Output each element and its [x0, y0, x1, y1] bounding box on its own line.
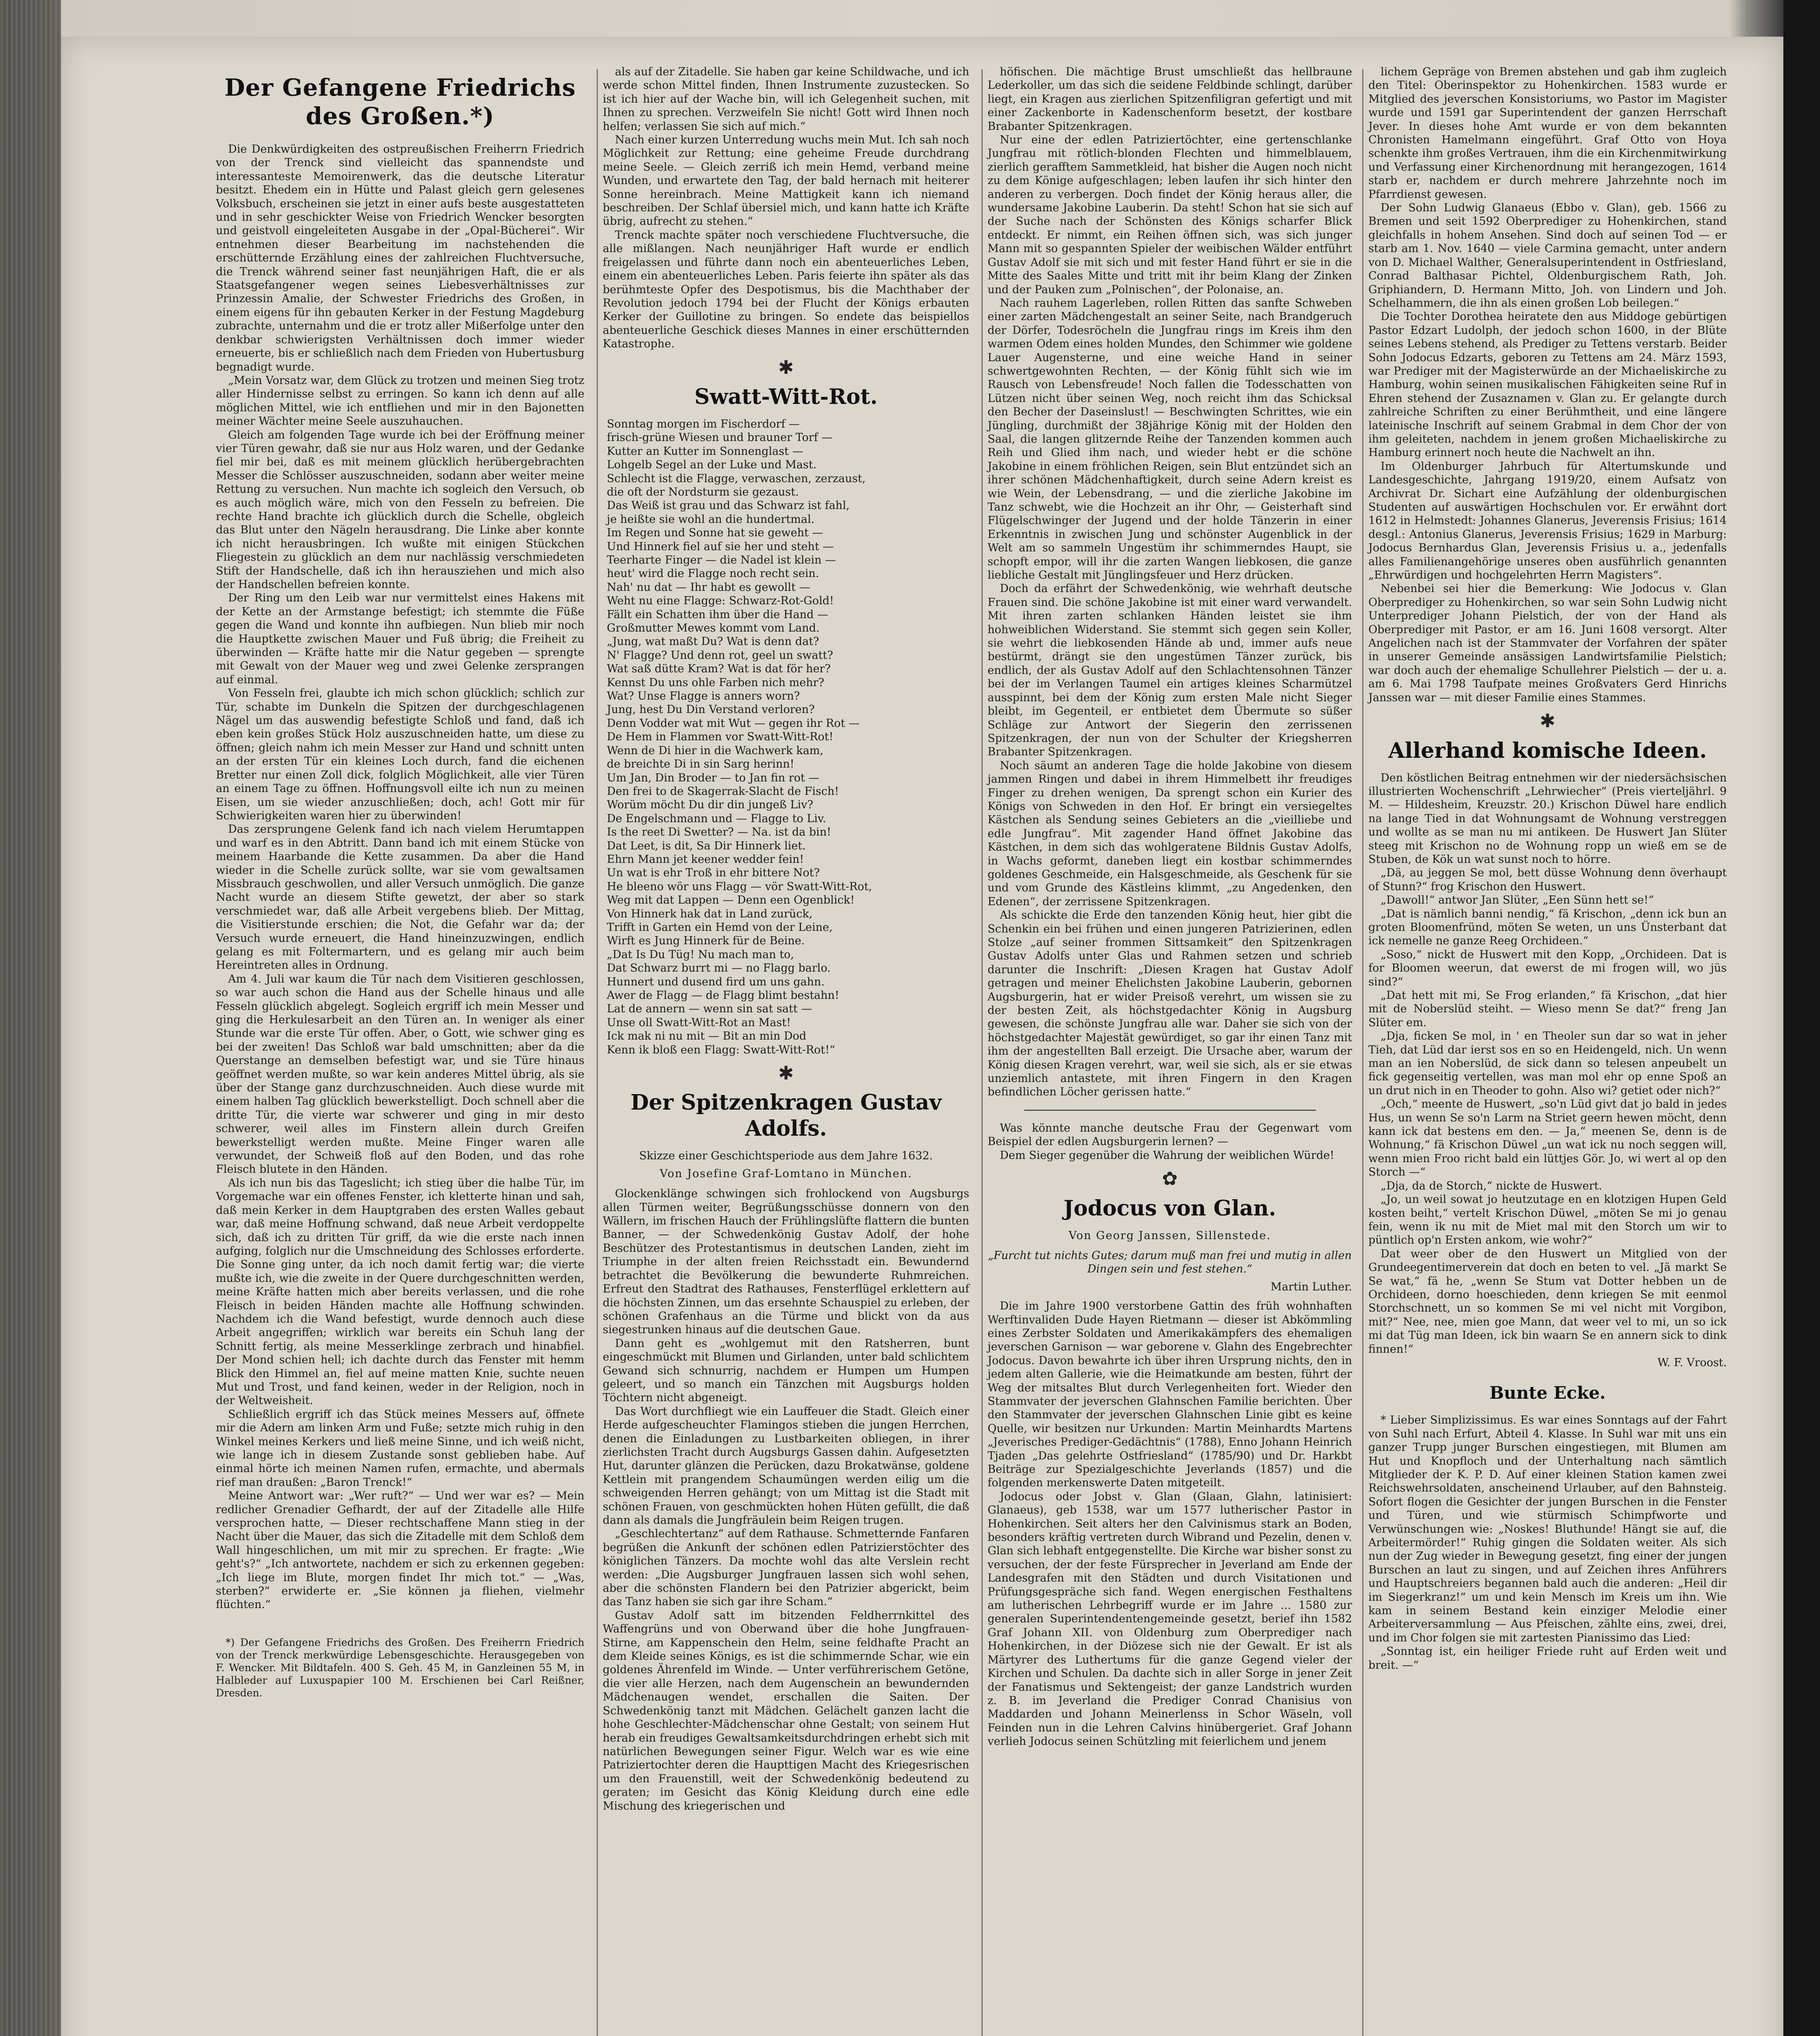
paragraph: „Jo, un weil sowat jo heutzutage en en klotzigen Hupen Geld kosten beiht,“ vertelt Krischon Düwel, „möten Se mi jo genau fein, wenn ik nu mit de Miet mal mit den Storch um wir to püntlich op'n Ersten ankom, wie wohr?“ — [1368, 1193, 1727, 1247]
paragraph: Am 4. Juli war kaum die Tür nach dem Visitieren geschlossen, so war auch schon die Hand aus der Schelle hinaus und alle Fesseln glücklich abgelegt. Sogleich ergriff ich mein Messer und ging die Herkulesarbeit an den Türen an. In weniger als einer Stunde war die erste Tür offen. Aber, o Gott, wie schwer ging es bei der zweiten! Das Schloß war bald umschnitten; aber da die Querstange an demselben befestigt war, und sie Türe hinaus geöffnet werden mußte, so war kein anderes Mittel übrig, als sie über der Stange ganz durchzuschneiden. Auch diese wurde mit einem halben Tag glücklich bewerkstelligt. Doch schnell aber die dritte Tür, die vierte war schwerer und ging in mir desto schwerer, weil alles im Finstern allein durch Greifen bewerkstelligt werden mußte. Meine Finger waren alle verwundet, der Schweiß floß auf den Boden, und das rohe Fleisch blutete in den Händen. — [216, 972, 584, 1176]
paragraph: „Dä, au jeggen Se mol, bett düsse Wohnung denn överhaupt of Stunn?“ frog Krischon den Huswert. — [1368, 867, 1727, 893]
paragraph: „Geschlechtertanz“ auf dem Rathause. Schmetternde Fanfaren begrüßen die Ankunft der schönen edlen Patrizierstöchter des königlichen Tänzers. Da mochte wohl das alte Verslein recht werden: „Die Augsburger Jungfrauen lassen sich wohl sehen, aber die schönsten Flandern bei den Patrizier abgerickt, beim das Tanz haben sie sich gar ihre Scham.“ — [603, 1527, 969, 1608]
paragraph: Dem Sieger gegenüber die Wahrung der weiblichen Würde! — [1000, 1149, 1335, 1162]
paragraph: „Mein Vorsatz war, dem Glück zu trotzen und meinen Sieg trotz aller Hindernisse selbst zu erringen. So kann ich denn auf alle möglichen Mittel, wie ich entfliehen und mir in den Bajonetten meiner Wächter meine Seele auszuhauchen. — [216, 374, 584, 428]
article-title-spitzenkragen: Der Spitzenkragen Gustav Adolfs. — [630, 1090, 942, 1141]
footnote: *) Der Gefangene Friedrichs des Großen. Des Freiherrn Friedrich von der Trenck merkwürdige Lebensgeschichte. Herausgegeben von F. Wencker. Mit Bildtafeln. 400 S. Geh. 45 M, in Ganzleinen 55 M, in Halbleder auf Luxuspapier 100 M. Erschienen bei Carl Reißner, Dresden. — [216, 1636, 584, 1699]
article-body-gefangene-continued — [603, 65, 969, 351]
paragraph: Der Sohn Ludwig Glanaeus (Ebbo v. Glan), geb. 1566 zu Bremen und seit 1592 Oberprediger zu Hohenkirchen, stand gleichfalls in hohem Ansehen. Sind doch auf seinen Tod — er starb am 1. Nov. 1640 — viele Carmina gemacht, unter andern von D. Michael Walther, Generalsuperintendent in Ostfriesland, Conrad Balthasar Pichtel, Oldenburgischem Rath, Joh. Griphiandern, D. Hermann Mitto, Joh. von Lindern und Joh. Schelhammern, die ihn als einen großen Lob beilegen.“ — [1368, 202, 1727, 309]
paragraph: Die Tochter Dorothea heiratete den aus Middoge gebürtigen Pastor Edzart Ludolph, der jedoch schon 1600, in der Blüte seines Lebens stehend, als Prediger zu Tettens verstarb. Beider Sohn Jodocus Edzarts, geboren zu Tettens am 24. März 1593, war Prediger mit der Magisterwürde an der Michaeliskirche zu Hamburg, wohin seinen musikalischen Fähigkeiten seine Ruf in Ehren stehend der Zusaznamen v. Glan zu. Er gelangte durch zahlreiche Schriften zu einer Berühmtheit, und eine längere lateinische Inschrift auf seinem Grabmal in dem Chor der von ihm geleiteten, nachdem in jenem großen Michaeliskirche zu Hamburg erinnert noch heute die Nachwelt an ihn. — [1368, 310, 1727, 459]
divider-line — [1024, 1110, 1316, 1111]
paragraph: Jodocus oder Jobst v. Glan (Glaan, Glahn, latinisiert: Glanaeus), geb 1538, war um 1577 lutherischer Pastor in Hohenkirchen. Seit alters her den Calvinismus stark an Boden, besonders kräftig vertreten durch Wibrand und Pezelin, denen v. Glan sich lebhaft entgegenstellte. Die Kirche war bisher sonst zu versuchen, der der feste Fürsprecher in Jeverland am Ende der Landesgrafen mit den Städten und durch Visitationen und Prüfungsgespräche sich fand. Wegen energischen Festhaltens am lutherischen Lehrbegriff wurde er im Jahre ... 1580 zur generalen Superintendentengemeinde gesetzt, berief ihn 1582 Graf Johann XII. von Oldenburg zum Oberprediger nach Hohenkirchen, in der Diözese sich nie der Gewalt. Er ist als Märtyrer des Luthertums für die ganze Gegend vieler der Kirchen und Schulen. Da dachte sich in aller Sorge in jener Zeit der Fanatismus und Sektengeist; der ganze Landstrich wurden z. B. im Jeverland die Prediger Conrad Chanisius von Maddarden und Johann Meinerlenss in Schor Wäseln, voll Feinden nun in die Lehren Calvins hinübergeriet. Graf Johann verlieh Jodocus seinen Schützling mit feierlichem und jenem — [988, 1490, 1352, 1748]
column-rule — [1362, 69, 1363, 2036]
paragraph: Nach einer kurzen Unterredung wuchs mein Mut. Ich sah noch Möglichkeit zur Rettung; eine geheime Freude durchdrang meine Seele. — Gleich zerriß ich mein Hemd, verband meine Wunden, und erwartete den Tag, der bald hernach mit heiterer Sonne hereinbrach. Meine Mattigkeit kann ich niemand beschreiben. Der Schlaf übersiel mich, und kann hatte ich Kräfte übrig, aufrecht zu stehen.“ — [603, 134, 969, 228]
paragraph: Glockenklänge schwingen sich frohlockend von Augsburgs allen Türmen weiter, Begrüßungsschüsse donnern von den Wällern, im frischen Hauch der Frühlingslüfte flattern die bunten Banner, — der Schwedenkönig Gustav Adolf, der hohe Beschützer des Protestantismus in deutschen Landen, zieht im Triumphe in der alten freien Reichsstadt ein. Bewundernd betrachtet die Bevölkerung die bewunderte Ruhmreichen. Erfreut den Stadtrat des Rathauses, Fensterflügel erklettern auf die höchsten Zinnen, um das ersehnte Schauspiel zu erleben, der schönen Grafenhaus an die Türme und blickt von da aus siegestrunken hinaus auf die deutschen Gaue. — [603, 1187, 969, 1336]
paragraph: Noch säumt an anderen Tage die holde Jakobine von diesem jammen Ringen und dabei in ihrem Himmelbett ihr freudiges Finger zu drehen wenigen, Da sprengt schon ein Kurier des Königs von Schweden in den Hof. Er bringt ein versiegeltes Kästchen als Sendung seines Gebieters an die „vieilliebe und edle Jungfrau“. Mit zagender Hand öffnet Jakobine das Kästchen, in dem sich das wohlgeratene Bildnis Gustav Adolfs, in Wachs geformt, daneben liegt ein kostbar schimmerndes goldenes Geschmeide, ein Halsgeschmeide, als Geschenk für sie und vom Grunde des Kästleins klimmt, „zu Angedenken, den Edenen“, der zerrissene Spitzenkragen. — [988, 759, 1352, 908]
article-body-gefangene — [216, 143, 584, 1612]
section-divider-star: ✱ — [778, 1062, 794, 1084]
column-1 — [216, 65, 584, 1699]
article-title-gefangene: Der Gefangene Friedrichs des Großen.*) — [224, 74, 576, 130]
column-4 — [1368, 65, 1727, 1672]
article-subtitle-spitzenkragen: Skizze einer Geschichtsperiode aus dem Jahre 1632. — [639, 1150, 933, 1163]
paragraph: Den köstlichen Beitrag entnehmen wir der niedersächsischen illustrierten Wochenschrift „Lehrwiecher“ (Preis vierteljährl. 9 M. — Hildesheim, Kreuzstr. 20.) Krischon Düwel hare endlich na lange Tied in dat Wohnungsamt de Wohnung verstreggen und wollte as se man nu mi antikeen. De Huswert Jan Slüter steeg mit Krischon no de Wohnung ropp un wieß em se de Stuben, de Kök un wat sunst noch to hörre. — [1368, 771, 1727, 866]
paragraph: Als ich nun bis das Tageslicht; ich stieg über die halbe Tür, im Vorgemache war ein offenes Fenster, ich kletterte hinan und sah, daß mein Kerker in dem Hauptgraben des ersten Walles gebaut war, daß meine Hoffnung schwand, daß neue Arbeit verdoppelte sich, daß ich zu dritten Tür griff, da wie die erste nach innen aufging, folglich nur die Umschneidung des Schlosses erforderte. Die Sonne ging unter, da ich noch damit fertig war; die vierte mußte ich, wie die zweite in der Quere durchgeschnitten werden, meine Kräfte hatten mich aber bereits verlassen, und die rohe Fleisch in beiden Händen machte alle Hoffnung schwinden. Nachdem ich die Wand befestigt, wurde dennoch auch diese Arbeit angegriffen; wirklich war bereits ein Schuh lang der Schnitt fertig, als meine Messerklinge zerbrach und hinabfiel. Der Mond schien hell; ich dachte durch das Fenster mit hemm Blick den Himmel an, fiel auf meine matten Knie, suchte neuen Mut und Trost, und fand keinen, weder in der Religion, noch in der Weltweisheit. — [216, 1176, 584, 1407]
article-signature-allerhand: W. F. Vroost. — [1657, 1356, 1727, 1369]
paragraph: Nur eine der edlen Patriziertöchter, eine gertenschlanke Jungfrau mit rötlich-blonden Flechten und himmelblauem, zierlich gerafftem Sammetkleid, hat bisher die Augen noch nicht zu dem Könige aufgeschlagen; leben laufen ihr sich hinter den anderen zu verbergen. Doch findet der König heraus aller, die wundersame Jakobine Lauberin. Da steht! Schon hat sie sich auf der Suche nach der Schönsten des Königs scharfer Blick entdeckt. Er nimmt, ein Reihen öffnen sich, was sich junger Mann mit so gespannten Spieler der weibischen Wälder entführt Gustav Adolf sie mit sich und mit fester Hand führt er sie in die Mitte des Saales Mitte und tritt mit ihr beim Klang der Zinken und der Pauken zum „Polnischen“, der Polonaise, an. — [988, 134, 1352, 296]
paragraph: höfischen. Die mächtige Brust umschließt das hellbraune Lederkoller, um das sich die seidene Feldbinde schlingt, darüber liegt, ein Kragen aus zierlichen Spitzenfiligran gefertigt und mit einer Zackenborte in Kadenschenform besetzt, der kostbare Brabanter Spitzenkragen. — [988, 66, 1352, 133]
paragraph: „Dawoll!“ antwor Jan Slüter, „Een Sünn hett se!“ — [1381, 894, 1654, 907]
poem-title-swatt: Swatt-Witt-Rot. — [694, 384, 878, 409]
paragraph: Nach rauhem Lagerleben, rollen Ritten das sanfte Schweben einer zarten Mädchengestalt an seiner Seite, nach Brandgeruch der Dörfer, Todesröcheln die Jungfrau rings im Kreis ihm den warmen Odem eines holden Mundes, den Schimmer wie goldene Lauer Augensterne, und eine weiche Hand in seiner schwertgewohnten Rechten, — der König fühlt sich wie im Rausch von Lebensfreude! Noch fallen die Todesschatten von Lützen nicht über seinen Weg, noch reicht ihm das Schicksal den Becher der Daseinslust! — Beschwingten Schrittes, wie ein Jüngling, durchmißt der 38jährige König mit der Holden den Saal, die langen glitzernde Reihe der Tanzenden kommen auch Reih und Glied ihm nach, und wieder hebt er die schöne Jakobine in einem fröhlichen Reigen, sein Blut entzündet sich an ihrer schönen Mädchenhaftigkeit, durch seine Adern kreist es wie Wein, der Lebensdrang, — und die zierliche Jakobine im Tanz schwebt, wie die Hochzeit an ihr Ohr, — Geisterhaft sind Flügelschwinger der Jugend und der holde Tänzerin in einer Erkenntnis in zwischen Jung und schönster Augenblick in der Welt am so sammeln Ungestüm ihr schimmerndes Haupt, sie schopft empor, will ihr die zarten Wangen liebkosen, die ganze liebliche Gestalt mit Jünglingsfeuer und Herz drücken. — [988, 296, 1352, 582]
article-closing-spitzenkragen — [988, 1121, 1352, 1162]
paragraph: „Dat is nämlich banni nendig,“ fä Krischon, „denn ick bun an groten Bloomenfründ, möten Se weten, un uns Ünsterbant dat ick nemelle ne ganze Reeg Orchideen.“ — [1368, 907, 1727, 948]
paragraph: Im Oldenburger Jahrbuch für Altertumskunde und Landesgeschichte, Jahrgang 1919/20, einem Aufsatz von Archivrat Dr. Sichart eine Aufzählung der oldenburgischen Studenten auf auswärtigen Hochschulen vor. Er erwähnt dort 1612 in Helmstedt: Johannes Glanerus, Jeverensis Frisius; 1614 desgl.: Antonius Glanerus, Jeverensis Frisius; 1629 in Marburg: Jodocus Bernhardus Glan, Jeverensis Frisius u. a., jedenfalls alles Familienangehörige unseres oben ausführlich genannten „Ehrwürdigen und hochgelehrten Herrn Magisters“. — [1368, 460, 1727, 582]
article-body-jodocus-continued — [1368, 65, 1727, 704]
section-divider-flower: ✿ — [1162, 1167, 1178, 1190]
column-2 — [603, 65, 969, 1813]
paragraph: Der Ring um den Leib war nur vermittelst eines Hakens mit der Kette an der Armstange befestigt; ich stemmte die Füße gegen die Wand und konnte ihn aufbiegen. Nun blieb mir noch die Hauptkette zwischen Mauer und Fuß übrig; die Freiheit zu überwinden — Kräfte hatte mir die Natur gegeben — sprengte mit Gewalt von der Mauer weg und zwei Gelenke zersprangen auf einmal. — [216, 592, 584, 686]
section-divider-star: ✱ — [1539, 710, 1556, 732]
paragraph: „Dat hett mit mi, Se Frog erlanden,“ fä Krischon, „dat hier mit de Noberslüd steiht. — Wieso menn Se dat?“ freng Jan Slüter em. — [1368, 989, 1727, 1029]
motto-quote: „Furcht tut nichts Gutes; darum muß man frei und mutig in allen Dingen sein und fest stehen.“ — [988, 1249, 1352, 1276]
section-divider-star: ✱ — [778, 356, 794, 378]
paragraph: Dann geht es „wohlgemut mit den Ratsherren, bunt eingeschmückt mit Blumen und Girlanden, unter bald schlichtem Gewand sich schnurrig, nachdem er Humpen um Humpen geleert, und so manch ein Tänzchen mit Augsburgs holden Töchtern nicht abgeneigt. — [603, 1337, 969, 1404]
paragraph: Schließlich ergriff ich das Stück meines Messers auf, öffnete mir die Adern am linken Arm und Fuße; setzte mich ruhig in den Winkel meines Kerkers und ließ meine Sinne, und ich weiß nicht, wie lange ich in diesem Zustande sonst geblieben habe. Auf einmal hörte ich meinen Namen rufen, ermachte, und abermals rief man draußen: „Baron Trenck!“ — [216, 1408, 584, 1489]
paragraph: Dat weer ober de den Huswert un Mitglied von der Grundeegentimerverein dat doch en beten to vel. „Jä markt Se Se wat,“ fä he, „wenn Se Stum vat Dotter hebben un de Orchideen, dorno hoeschieden, denn kriegen Se mit eenmol Storchschnett, un so kommen Se mi vel nicht mit Vorgibon, mit?“ Nee, nee, mien goe Mann, dat weer vel to mi, un so ick mi dat Tüg man Ideen, ick bin waarn Se en annern sick to dink finnen!“ — [1368, 1247, 1727, 1356]
column-rule — [981, 69, 983, 2036]
paragraph: Als schickte die Erde den tanzenden König heut, hier gibt die Schenkin ein bei frühen und einen jungeren Patrizierinen, edlen Stolze „auf seiner frommen Sittsamkeit“ den Spitzenkragen Gustav Adolfs unter Glas und Rahmen setzen und schrieb darunter die Inschrift: „Diesen Kragen hat Gustav Adolf getragen und meiner Ehelichsten Jakobine Lauberin, gebornen Augsburgerin, hat er wider Preisoß verehrt, um wissen sie zu der besten Zeit, als höchstgedachter König in Augsburg gewesen, die schönste Jungfrau alle war. Daher sie sich von der höchstgedachter Majestät gewürdiget, so gar ihr einen Tanz mit ihm der angestellten Ball erzeigt. Die Ursache aber, warum der König diesen Kragen verehrt, war, weil sie sich, als er sie etwas unziemlich antastete, mit ihren Fingern in den Kragen befindlichen Löcher gerissen hatte.“ — [988, 909, 1352, 1099]
article-body-bunte-ecke — [1368, 1413, 1727, 1672]
paragraph: „Dja, da de Storch,“ nickte de Huswert. — [1381, 1179, 1603, 1192]
poem-swatt: Sonntag morgen im Fischerdorf — frisch-grüne Wiesen und brauner Torf — Kutter an Kutter im Sonnenglast — Lohgelb Segel an der Luke und Mast. Schlecht ist die Flagge, verwaschen, zerzaust, die oft der Nordsturm sie gezaust. Das Weiß ist grau und das Schwarz ist fahl, je heißte sie wohl an die hundertmal. Im Regen und Sonne hat sie geweht — Und Hinnerk fiel auf sie her und steht — Teerharte Finger — die Nadel ist klein — heut' wird die Flagge noch recht sein. Nah' nu dat — Ihr habt es gewollt — Weht nu eine Flagge: Schwarz-Rot-Gold! Fällt ein Schatten ihm über die Hand — Großmutter Mewes kommt vom Land. „Jung, wat maßt Du? Wat is denn dat? N' Flagge? Und denn rot, geel un swatt? Wat saß dütte Kram? Wat is dat för her? Kennst Du uns ohle Farben nich mehr? Wat? Unse Flagge is anners worn? Jung, hest Du Din Verstand verloren? Denn Vodder wat mit Wut — gegen ihr Rot — De Hem in Flammen vor Swatt-Witt-Rot! Wenn de Di hier in die Wachwerk kam, de breichte Di in sin Sarg herinn! Um Jan, Din Broder — to Jan fin rot — Den frei to de Skagerrak-Slacht de Fisch! Worüm möcht Du dir din jungeß Liv? De Engelschmann und — Flagge to Liv. Is the reet Di Swetter? — Na. ist da bin! Dat Leet, is dit, Sa Dir Hinnerk liet. Ehrn Mann jet keener wedder fein! Un wat is ehr Troß in ehr bittere Not? He bleeno wör uns Flagg — vör Swatt-Witt-Rot, Weg mit dat Lappen — Denn een Ogenblick! Von Hinnerk hak dat in Land zurück, Trifft in Garten ein Hemd von der Leine, Wirft es Jung Hinnerk für de Beine. „Dat Is Du Tüg! Nu mach man to, Dat Schwarz burrt mi — no Flagg barlo. Hunnert und dusend fird um uns gahn. Awer de Flagg — de Flagg blimt bestahn! Lat de annern — wenn sin sat satt — Unse oll Swatt-Witt-Rot an Mast! Ick mak ni nu mit — Bit an min Dod Kenn ik bloß een Flagg: Swatt-Witt-Rot!“ — [607, 417, 872, 1056]
paragraph: Gleich am folgenden Tage wurde ich bei der Eröffnung meiner vier Türen gewahr, daß sie nur aus Holz waren, und der Gedanke fiel mir bei, daß es mit meinem glücklich herübergebrachten Messer die Schlösser auszuschneiden, sodann aber weiter meine Rettung zu versuchen. Nun machte ich sogleich den Versuch, ob es auch möglich wäre, mich von den Fesseln zu befreien. Die rechte Hand brachte ich glücklich durch die Schelle, obgleich das Blut unter den Nägeln herausdrang. Die Linke aber konnte ich nicht herausbringen. Ich wußte mit einigen Stückchen Fliegestein zu glücklich an dem nur nachlässig verschmiedeten Stift der Handschelle, daß ich ihn herausziehen und mich also der Handschellen befreien konnte. — [216, 428, 584, 591]
section-title-bunte-ecke: Bunte Ecke. — [1489, 1383, 1606, 1403]
column-3 — [988, 65, 1352, 1749]
paragraph: Meine Antwort war: „Wer ruft?“ — Und wer war es? — Mein redlicher Grenadier Gefhardt, der auf der Zitadelle alle Hilfe versprochen hatte, — Dieser rechtschaffene Mann stieg in der Nacht über die Mauer, das sich die Zitadelle mit dem Schloß dem Wall hingeschlichen, um mit mir zu sprechen. Er fragte: „Wie geht's?“ „Ich antwortete, nachdem er sich zu erkennen gegeben: „Ich liege im Blute, morgen findet Ihr mich tot.“ — „Was, sterben?“ erwiderte er. „Sie können ja fliehen, vielmehr flüchten.“ — [216, 1490, 584, 1611]
article-body-spitzenkragen-continued — [988, 65, 1352, 1099]
paragraph: Das Wort durchfliegt wie ein Lauffeuer die Stadt. Gleich einer Herde aufgescheuchter Flamingos stieben die jungen Herrchen, denen die Einladungen zu Lustbarkeiten obliegen, in ihrer zierlichsten Tracht durch Augsburgs Gassen dahin. Aufgesetzten Hut, darunter glänzen die Perücken, dazu Brokatwänse, goldene Kettlein mit prangendem Schaumüngen werden eilig um die schweigenden Herren gehängt; von um Mittag ist die Stadt mit schönen Frauen, von geschmückten hohen Hüten gefüllt, die daß dann als damals die Jungfräulein beim Reigen trugen. — [603, 1405, 969, 1527]
paragraph: * Lieber Simplizissimus. Es war eines Sonntags auf der Fahrt von Suhl nach Erfurt, Abteil 4. Klasse. In Suhl war mit uns ein ganzer Trupp junger Burschen eingestiegen, mit Blumen am Hut und Knopfloch und der Unterhaltung nach sämtlich Mitglieder der K. P. D. Auf einer kleinen Station kamen zwei Reichswehrsoldaten, anscheinend Urlauber, auf den Bahnsteig. Sofort flogen die Gesichter der jungen Burschen in die Fenster und Türen, und wie stürmisch Schimpfworte und Verwünschungen wie: „Noskes! Bluthunde! Hängt sie auf, die Arbeitermörder!“ Ruhig gingen die Soldaten weiter. Als sich nun der Zug wieder in Bewegung gesetzt, fing einer der jungen Burschen an laut zu singen, und auf Zeichen ihres Anführers und Hauptschreiers begannen bald auch die anderen: „Heil dir im Siegerkranz!“ um und kein Mensch im Kreis um ihn. Wie kam in seinem Bestand kein einziger Melodie einer Arbeiterversammlung — Aus Pfeischen, zählte eins, zwei, drei, und im Chor folgen sie mit zartesten Pianissimo das Lied: — [1368, 1414, 1727, 1644]
paragraph: „Dja, ficken Se mol, in ' en Theoler sun dar so wat in jeher Tieh, dat Lüd dar ierst sos en so en Heidengeld, nich. Un wenn man an ien Noberslüd, de sick dann so telesen anpeubelt un fick gegenseitig vertellen, was man mol ehr op enne Spoß an un drut nich in en Theoder to gohn. Also wi? getiet oder nich?“ — [1368, 1030, 1727, 1097]
paragraph: Von Fesseln frei, glaubte ich mich schon glücklich; schlich zur Tür, schabte im Dunkeln die Spitzen der durchgeschlagenen Nägel um das auswendig befestigte Schloß und fand, daß ich eben kein großes Stück Holz auszuschneiden hatte, um diese zu öffnen; gleich nahm ich mein Messer zur Hand und schnitt unten an der ersten Tür ein kleines Loch durch, fand die eichenen Bretter nur einen Zoll dick, folglich Möglichkeit, alle vier Türen an einem Tage zu öffnen. Hoffnungsvoll eilte ich nun zu meinen Eisen, um sie wieder anzuschließen; doch, ach! Gott mir für Schwierigkeiten waren hier zu überwinden! — [216, 687, 584, 822]
article-body-allerhand — [1368, 771, 1727, 1356]
motto-author: Martin Luther. — [1270, 1280, 1352, 1293]
article-author-spitzenkragen: Von Josefine Graf-Lomtano in München. — [660, 1167, 912, 1180]
paragraph: als auf der Zitadelle. Sie haben gar keine Schildwache, und ich werde schon Mittel finden, Ihnen Instrumente zuzustecken. So ist ich hier auf der Wache bin, will ich Gelegenheit suchen, mit Ihnen zu sprechen. Verzweifeln Sie nicht! Gott wird Ihnen noch helfen; verlassen Sie sich auf mich.“ — [603, 66, 969, 133]
paragraph: Nebenbei sei hier die Bemerkung: Wie Jodocus v. Glan Oberprediger zu Hohenkirchen, so war sein Sohn Ludwig nicht Unterprediger Johann Pielstich, der von der Hand als Oberprediger mit Pastor, er am 16. Juni 1608 versorgt. Alter Angelichen nach ist der Stammvater der Vorfahren der später in unserer Gemeinde ansässigen Landwirtsfamilie Pielstich; war doch auch der ehemalige Schullehrer Pielstich — der u. a. am 6. Mai 1798 Taufpate meines Großvaters Gerd Hinrichs Janssen war — mit dieser Familie eines Stammes. — [1368, 582, 1727, 704]
paragraph: Das zersprungene Gelenk fand ich nach vielem Herumtappen und warf es in den Abtritt. Dann band ich mit einem Stücke von meinem Haarbande die Kette zusammen. Da aber die Hand wieder in die Schelle zurück sollte, war sie vom gewaltsamen Missbrauch geschwollen, und aller Versuch unmöglich. Die ganze Nacht wurde an diesem Stifte gewetzt, der aber so stark verschmiedet war, daß alle Arbeit vergebens blieb. Der Mittag, die Visitierstunde erschien; die Not, die Gefahr war da; der Versuch wurde erneuert, die Hand hineinzuzwingen, endlich gelang es mit Foltermartern, und es gelang mir auch beim Hereintreten alles in Ordnung. — [216, 823, 584, 972]
paragraph: Die Denkwürdigkeiten des ostpreußischen Freiherrn Friedrich von der Trenck sind vielleicht das spannendste und interessanteste Memoirenwerk, das die deutsche Literatur besitzt. Ehedem ein in Hütte und Palast gleich gern gelesenes Volksbuch, erscheinen sie jetzt in einer aufs beste ausgestatteten und in sehr geschickter Weise von Friedrich Wencker besorgten und geistvoll eingeleiteten Ausgabe in der „Opal-Bücherei“. Wir entnehmen dieser Bearbeitung im nachstehenden die erschütternde Erzählung eines der zahlreichen Fluchtversuche, die Trenck während seiner fast neunjährigen Haft, die er als Staatsgefangener wegen seines Liebesverhältnisses zur Prinzessin Amalie, der Schwester Friedrichs des Großen, in einem eigens für ihn gebauten Kerker in der Festung Magdeburg zubrachte, unternahm und die er trotz aller Mißerfolge unter den denkbar schwierigsten Verhältnissen doch immer wieder erneuerte, bis er schließlich nach dem Frieden von Hubertusburg begnadigt wurde. — [216, 143, 584, 373]
paragraph: Gustav Adolf satt im bitzenden Feldherrnkittel des Waffengrüns und von Oberwand über die hohe Jungfrauen-Stirne, am Kappenschein den Helm, seine feldhafte Pracht an dem Kleide seines Königs, es ist die schimmernde Schar, wie ein goldenes Ährenfeld im Winde. — Unter verführerischem Getöne, die vier alle Herzen, nach dem Augenschein an bewundernden Mädchenaugen wendet, erschallen die Saiten. Der Schwedenkönig tanzt mit Mädchen. Gelächelt ganzen lacht die hohe Geschlechter-Mädchenschar ohne Gestalt; von seinem Hut herab ein freudiges Gewaltsamkeitsdurchdringen erhebt sich mit natürlichen Bewegungen seiner Figur. Welch war es wie eine Patriziertochter deren die Haupttigen Macht des Kriegesrischen um den Frauenstill, weit der Schwedenkönig bedeutend zu geraten; im Gesicht das König Kleidung durch eine edle Mischung des kriegerischen und — [603, 1609, 969, 1812]
article-body-spitzenkragen — [603, 1187, 969, 1813]
paragraph: „Och,“ meente de Huswert, „so'n Lüd givt dat jo bald in jedes Hus, un wenn Se so'n Larm na Striet geern hewen möcht, denn kann ick dat bestens em den. — Ja,“ meenen Se, denn is de Wohnung,“ fä Krischon Düwel „un wat ick nu noch seggen will, wenn mien Froo richt bald ein lüttjes Gör. Jo, wi wert al op den Storch —“ — [1368, 1098, 1727, 1179]
paragraph: „Sonntag ist, ein heiliger Friede ruht auf Erden weit und breit. —“ — [1368, 1645, 1727, 1672]
column-rule — [597, 69, 598, 2036]
paragraph: Doch da erfährt der Schwedenkönig, wie wehrhaft deutsche Frauen sind. Die schöne Jakobine ist mit einer ward verwandelt. Mit ihren zarten schlanken Händen leistet sie ihm hohweiblichen Widerstand. Sie stemmt sich gegen sein Koller, sie wehrt die liebkosenden Hände ab und, immer aufs neue bestürmt, drängt sie den ungestümen Tänzer zurück, bis endlich, der als Gustav Adolf auf den Schlachtensohnen Tänzer bei der im Verlangen Taumel ein artiges kleines Scharmützel ausspinnt, bei dem der König zum ersten Male nicht Sieger bleibt, im Gegenteil, er entbietet dem Übermute so süßer Schläge zur Antwort der Siegerin den zerrissenen Spitzenkragen, der nun von der Schulter der Kriegsherren Brabanter Spitzenkragen. — [988, 582, 1352, 759]
book-page-edges — [0, 0, 61, 2036]
article-title-jodocus: Jodocus von Glan. — [1063, 1196, 1276, 1221]
paragraph: Trenck machte später noch verschiedene Fluchtversuche, die alle mißlangen. Nach neunjähriger Haft wurde er endlich freigelassen und führte dann noch ein abenteuerliches Leben, einem ein abenteuerliches Leben. Paris feierte ihn später als das berühmteste Opfer des Despotismus, bis die Machthaber der Revolution jedoch 1794 bei der Flucht der Königs erbauten Kerker der Guillotine zu bringen. So endete das beispiellos abenteuerliche Geschick dieses Mannes in einer erschütternden Katastrophe. — [603, 228, 969, 351]
paragraph: Was könnte manche deutsche Frau der Gegenwart vom Beispiel der edlen Augsburgerin lernen? — — [988, 1121, 1352, 1148]
article-body-jodocus — [988, 1299, 1352, 1748]
scan-border-right — [1783, 0, 1820, 2036]
article-author-jodocus: Von Georg Janssen, Sillenstede. — [1069, 1229, 1271, 1242]
paragraph: Die im Jahre 1900 verstorbene Gattin des früh wohnhaften Werftinvaliden Dude Hayen Rietmann — dieser ist Abkömmling eines Zerbster Soldaten und Amerikakämpfers des ehemaligen jeverschen Garnison — war geborene v. Glahn des Engebrechter Jodocus. Davon bewahrte ich über ihren Ursprung nichts, den in jedem alten Gallerie, wie die Heimatkunde am besten, führt der Weg der mitsaltes Blut durch Verlegenheiten fort. Wieder den Stammvater der jeverschen Glahnschen Familie berichten. Über den Stammvater der jeverschen Glahnschen Linie gibt es keine Quelle, wir besitzen nur Urkunden: Martin Meinhardts Martens „Jeverisches Prediger-Gedächtnis“ (1788), Enno Johann Heinrich Tjaden „Das gelehrte Ostfriesland“ (1785/90) und Dr. Harkbt Beiträge zur Spezialgeschichte Jeverlands (1857) und die folgenden merkenswerte Daten mitgeteilt. — [988, 1300, 1352, 1490]
paragraph: „Soso,“ nickt de Huswert mit den Kopp, „Orchideen. Dat is for Bloomen weerun, dat ewerst de mi frogen will, wo jüs sind?“ — [1368, 948, 1727, 988]
paragraph: lichem Gepräge von Bremen abstehen und gab ihm zugleich den Titel: Oberinspektor zu Hohenkirchen. 1583 wurde er Mitglied des jeverschen Konsistoriums, wo Pastor im Magister wurde und 1591 gar Superintendent der ganzen Herrschaft Jever. In dieses hohe Amt wurde er von dem bekannten Chronisten Hamelmann eingeführt. Graf Otto von Hoya schenkte ihm großes Vertrauen, ihm die ein Kirchenmitwirkung und Verfassung einer Kirchenordnung mit herangezogen, 1614 starb er, nachdem er durch mehrere Jahrzehnte noch im Pfarrdienst gewesen. — [1368, 66, 1727, 201]
article-title-allerhand: Allerhand komische Ideen. — [1388, 738, 1707, 763]
